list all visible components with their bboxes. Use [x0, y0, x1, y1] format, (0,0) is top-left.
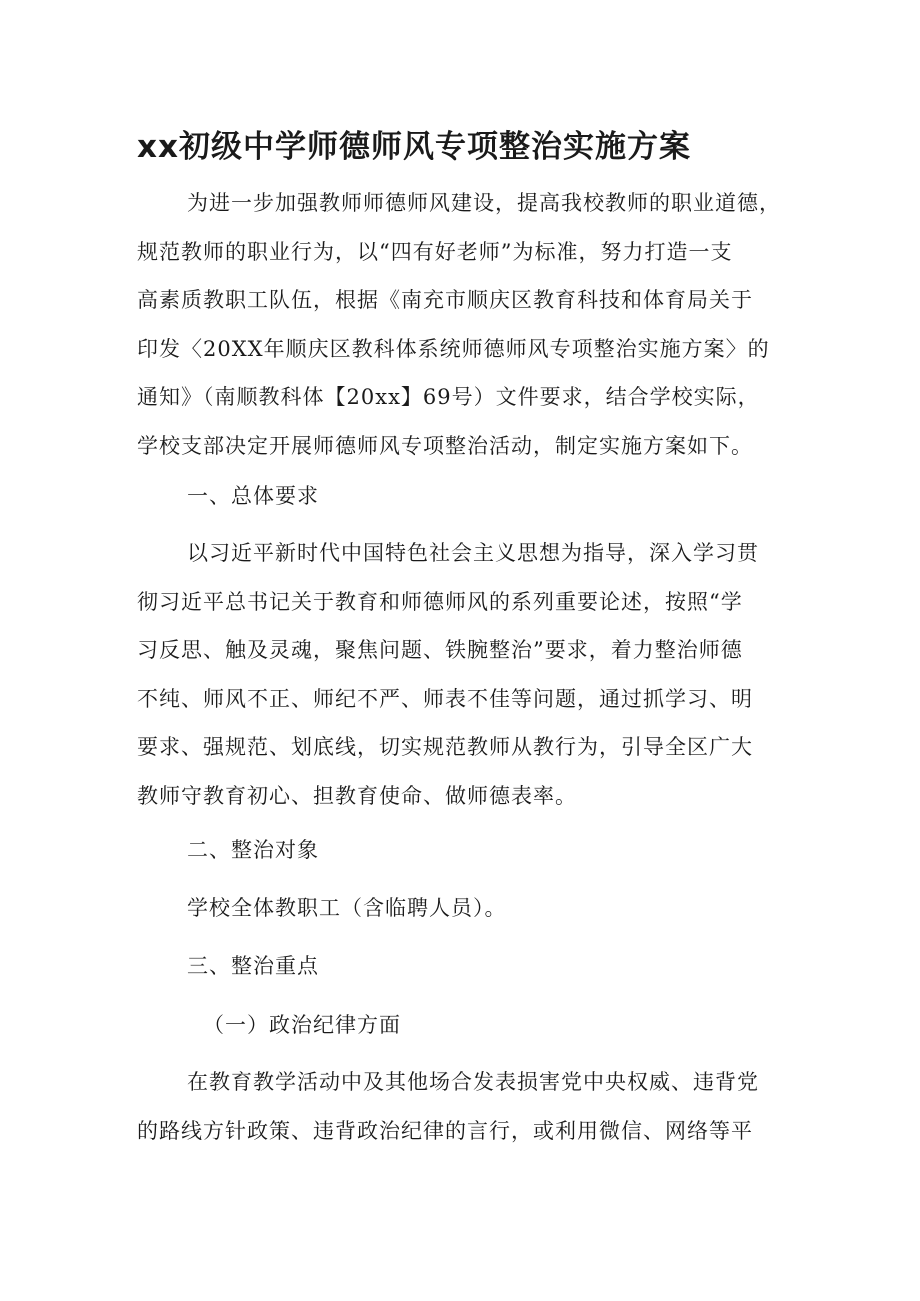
- section-heading: [137, 472, 797, 521]
- section-heading: [137, 942, 797, 991]
- section-heading-text: 二、整治对象: [187, 838, 319, 862]
- document-title: xx初级中学师德师风专项整治实施方案: [137, 129, 691, 165]
- text-line: 通知》（南顺教科体【20xx】69号）文件要求，结合学校实际，: [137, 385, 760, 409]
- subsection-heading-text: （一）政治纪律方面: [203, 1013, 401, 1037]
- intro-paragraph: [137, 179, 797, 470]
- text-line: 以习近平新时代中国特色社会主义思想为指导，深入学习贯: [187, 541, 759, 565]
- text-line: 规范教师的职业行为，以“四有好老师”为标准，努力打造一支: [137, 239, 733, 264]
- text-line: 学校支部决定开展师德师风专项整治活动，制定实施方案如下。: [137, 433, 753, 458]
- text-line: 高素质教职工队伍，根据《南充市顺庆区教育科技和体育局关于: [137, 288, 753, 312]
- text-line: 的路线方针政策、违背政治纪律的言行，或利用微信、网络等平: [137, 1118, 753, 1143]
- subsection-heading: [137, 1001, 797, 1050]
- section2-paragraph: [137, 884, 797, 933]
- text-line: 彻习近平总书记关于教育和师德师风的系列重要论述，按照“学: [137, 589, 743, 614]
- section-heading: [137, 826, 797, 875]
- text-line: 教师守教育初心、担教育使命、做师德表率。: [137, 783, 577, 808]
- section-heading-text: 三、整治重点: [187, 954, 319, 978]
- subsection1-paragraph: [137, 1058, 797, 1155]
- text-line: 在教育教学活动中及其他场合发表损害党中央权威、违背党: [187, 1070, 759, 1094]
- text-line: 学校全体教职工（含临聘人员）。: [187, 896, 507, 920]
- text-line: 印发〈20XX年顺庆区教科体系统师德师风专项整治实施方案〉的: [137, 336, 770, 361]
- text-line: 要求、强规范、划底线，切实规范教师从教行为，引导全区广大: [137, 735, 753, 759]
- section-heading-text: 一、总体要求: [187, 484, 319, 508]
- text-line: 为进一步加强教师师德师风建设，提高我校教师的职业道德，: [187, 191, 781, 215]
- text-line: 习反思、触及灵魂，聚焦问题、铁腕整治”要求，着力整治师德: [137, 638, 743, 662]
- text-line: 不纯、师风不正、师纪不严、师表不佳等问题，通过抓学习、明: [137, 686, 753, 711]
- section1-paragraph: [137, 529, 797, 820]
